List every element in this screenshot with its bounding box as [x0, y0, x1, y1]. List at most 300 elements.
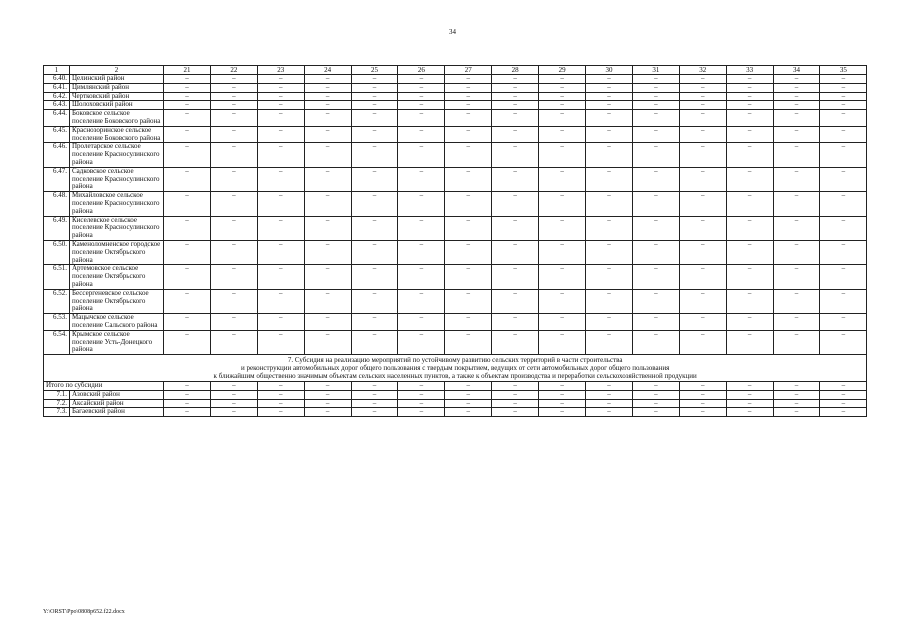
row-number: 6.45.: [44, 126, 70, 143]
value-cell: –: [445, 390, 492, 399]
value-cell: –: [820, 92, 867, 101]
value-cell: –: [632, 216, 679, 240]
column-header: 30: [586, 66, 633, 75]
value-cell: –: [304, 240, 351, 264]
value-cell: –: [164, 110, 211, 127]
value-cell: –: [726, 330, 773, 354]
value-cell: –: [398, 110, 445, 127]
value-cell: –: [398, 399, 445, 408]
value-cell: –: [679, 167, 726, 191]
value-cell: –: [351, 399, 398, 408]
value-cell: –: [398, 101, 445, 110]
value-cell: –: [679, 265, 726, 289]
row-name: Каменоломненское городское поселение Октябрьского района: [70, 240, 164, 264]
value-cell: –: [586, 265, 633, 289]
value-cell: –: [679, 83, 726, 92]
column-header: 24: [304, 66, 351, 75]
value-cell: –: [164, 167, 211, 191]
row-number: 6.46.: [44, 143, 70, 167]
value-cell: –: [632, 399, 679, 408]
value-cell: –: [351, 240, 398, 264]
section-title-line: 7. Субсидия на реализацию мероприятий по устойчивому развитию сельских территорий в части строительства: [287, 356, 623, 365]
column-header: 23: [257, 66, 304, 75]
row-number: 7.1.: [44, 390, 70, 399]
value-cell: –: [820, 408, 867, 417]
value-cell: –: [539, 330, 586, 354]
value-cell: –: [257, 390, 304, 399]
value-cell: –: [445, 382, 492, 391]
value-cell: –: [257, 110, 304, 127]
value-cell: –: [539, 192, 586, 216]
value-cell: –: [539, 110, 586, 127]
section-title: [44, 355, 867, 382]
table-row: [44, 408, 867, 417]
value-cell: –: [773, 408, 820, 417]
value-cell: –: [820, 75, 867, 84]
column-header: 35: [820, 66, 867, 75]
table-row: [44, 330, 867, 354]
row-name: Целинский район: [70, 75, 164, 84]
value-cell: –: [586, 240, 633, 264]
row-name: Чертковский район: [70, 92, 164, 101]
section-title-line: к ближайшим общественно значимым объектам сельских населенных пунктов, а также к объектам производства и переработки сельскохозяйственной продукции: [213, 372, 697, 381]
value-cell: –: [679, 101, 726, 110]
row-number: 6.40.: [44, 75, 70, 84]
value-cell: –: [210, 408, 257, 417]
value-cell: –: [492, 330, 539, 354]
column-header: 1: [44, 66, 70, 75]
value-cell: –: [820, 265, 867, 289]
row-number: 6.52.: [44, 289, 70, 313]
value-cell: –: [632, 240, 679, 264]
value-cell: –: [820, 330, 867, 354]
column-header: 26: [398, 66, 445, 75]
value-cell: –: [632, 382, 679, 391]
value-cell: –: [492, 126, 539, 143]
table-row: [44, 126, 867, 143]
column-header: 21: [164, 66, 211, 75]
value-cell: –: [632, 192, 679, 216]
value-cell: –: [820, 143, 867, 167]
value-cell: –: [445, 289, 492, 313]
value-cell: –: [210, 83, 257, 92]
value-cell: –: [586, 92, 633, 101]
value-cell: –: [773, 314, 820, 331]
row-name: Цимлянский район: [70, 83, 164, 92]
value-cell: –: [164, 399, 211, 408]
value-cell: –: [445, 167, 492, 191]
value-cell: –: [164, 408, 211, 417]
value-cell: –: [679, 399, 726, 408]
value-cell: –: [351, 265, 398, 289]
value-cell: –: [632, 314, 679, 331]
row-name: Азовский район: [70, 390, 164, 399]
value-cell: –: [210, 240, 257, 264]
value-cell: –: [773, 330, 820, 354]
value-cell: –: [492, 75, 539, 84]
value-cell: –: [820, 399, 867, 408]
value-cell: –: [445, 110, 492, 127]
value-cell: –: [351, 167, 398, 191]
value-cell: –: [632, 265, 679, 289]
value-cell: –: [539, 216, 586, 240]
value-cell: –: [632, 330, 679, 354]
value-cell: –: [210, 265, 257, 289]
value-cell: –: [164, 289, 211, 313]
value-cell: –: [398, 167, 445, 191]
value-cell: –: [679, 240, 726, 264]
value-cell: –: [445, 399, 492, 408]
value-cell: –: [586, 167, 633, 191]
value-cell: –: [586, 390, 633, 399]
value-cell: –: [539, 240, 586, 264]
value-cell: –: [679, 110, 726, 127]
value-cell: –: [398, 240, 445, 264]
value-cell: –: [726, 408, 773, 417]
value-cell: –: [820, 192, 867, 216]
value-cell: –: [773, 83, 820, 92]
value-cell: –: [398, 390, 445, 399]
value-cell: –: [726, 110, 773, 127]
value-cell: –: [351, 143, 398, 167]
value-cell: –: [210, 314, 257, 331]
section-title-line: и реконструкции автомобильных дорог общего пользования с твердым покрытием, ведущих от сети автомобильных дорог общего пользования: [241, 364, 670, 373]
value-cell: –: [632, 408, 679, 417]
value-cell: –: [304, 192, 351, 216]
table-row: [44, 92, 867, 101]
value-cell: –: [679, 314, 726, 331]
value-cell: –: [304, 399, 351, 408]
budget-table: [43, 65, 867, 417]
value-cell: –: [398, 408, 445, 417]
value-cell: –: [820, 167, 867, 191]
value-cell: –: [398, 192, 445, 216]
table-row: [44, 101, 867, 110]
value-cell: –: [539, 92, 586, 101]
value-cell: –: [679, 126, 726, 143]
value-cell: –: [257, 265, 304, 289]
column-header: 27: [445, 66, 492, 75]
value-cell: –: [351, 289, 398, 313]
value-cell: –: [398, 75, 445, 84]
row-name: Михайловское сельское поселение Красносулинского района: [70, 192, 164, 216]
value-cell: –: [257, 101, 304, 110]
value-cell: –: [257, 192, 304, 216]
value-cell: –: [304, 289, 351, 313]
value-cell: –: [445, 126, 492, 143]
value-cell: –: [210, 390, 257, 399]
value-cell: –: [445, 330, 492, 354]
value-cell: –: [445, 92, 492, 101]
column-header: 22: [210, 66, 257, 75]
value-cell: –: [820, 110, 867, 127]
value-cell: –: [773, 216, 820, 240]
value-cell: –: [445, 216, 492, 240]
value-cell: –: [398, 83, 445, 92]
value-cell: –: [820, 382, 867, 391]
value-cell: –: [351, 192, 398, 216]
row-number: 6.43.: [44, 101, 70, 110]
column-header: 25: [351, 66, 398, 75]
value-cell: –: [632, 167, 679, 191]
value-cell: –: [351, 390, 398, 399]
value-cell: –: [492, 408, 539, 417]
value-cell: –: [492, 143, 539, 167]
table-row: [44, 390, 867, 399]
row-name: Артемовское сельское поселение Октябрьского района: [70, 265, 164, 289]
value-cell: –: [210, 101, 257, 110]
value-cell: –: [632, 289, 679, 313]
value-cell: –: [304, 408, 351, 417]
value-cell: –: [539, 399, 586, 408]
row-name: Крымское сельское поселение Усть-Донецкого района: [70, 330, 164, 354]
value-cell: –: [773, 192, 820, 216]
column-header: 31: [632, 66, 679, 75]
value-cell: –: [398, 92, 445, 101]
table-row: [44, 192, 867, 216]
value-cell: –: [773, 399, 820, 408]
value-cell: –: [492, 83, 539, 92]
value-cell: –: [398, 265, 445, 289]
row-name: Аксайский район: [70, 399, 164, 408]
row-name: Бессергеневское сельское поселение Октябрьского района: [70, 289, 164, 313]
value-cell: –: [820, 216, 867, 240]
value-cell: –: [586, 330, 633, 354]
value-cell: –: [539, 167, 586, 191]
value-cell: –: [164, 143, 211, 167]
value-cell: –: [492, 240, 539, 264]
value-cell: –: [632, 92, 679, 101]
value-cell: –: [210, 75, 257, 84]
value-cell: –: [586, 399, 633, 408]
value-cell: –: [351, 75, 398, 84]
value-cell: –: [679, 382, 726, 391]
value-cell: –: [773, 382, 820, 391]
value-cell: –: [539, 289, 586, 313]
value-cell: –: [492, 192, 539, 216]
row-number: 6.47.: [44, 167, 70, 191]
value-cell: –: [257, 330, 304, 354]
value-cell: –: [726, 216, 773, 240]
value-cell: –: [726, 192, 773, 216]
total-row: [44, 382, 867, 391]
value-cell: –: [726, 92, 773, 101]
value-cell: –: [351, 101, 398, 110]
value-cell: –: [773, 75, 820, 84]
value-cell: –: [445, 143, 492, 167]
value-cell: –: [351, 110, 398, 127]
value-cell: –: [773, 126, 820, 143]
value-cell: –: [257, 314, 304, 331]
value-cell: –: [726, 382, 773, 391]
value-cell: –: [304, 75, 351, 84]
value-cell: –: [773, 101, 820, 110]
value-cell: –: [351, 408, 398, 417]
value-cell: –: [398, 289, 445, 313]
value-cell: –: [632, 101, 679, 110]
value-cell: –: [164, 83, 211, 92]
value-cell: –: [679, 390, 726, 399]
row-number: 6.49.: [44, 216, 70, 240]
value-cell: –: [492, 382, 539, 391]
value-cell: –: [679, 216, 726, 240]
value-cell: –: [304, 390, 351, 399]
table-row: [44, 289, 867, 313]
value-cell: –: [773, 265, 820, 289]
column-header: 33: [726, 66, 773, 75]
row-number: 6.50.: [44, 240, 70, 264]
value-cell: –: [257, 126, 304, 143]
value-cell: –: [164, 75, 211, 84]
row-number: 6.44.: [44, 110, 70, 127]
value-cell: –: [632, 83, 679, 92]
header-row: [44, 66, 867, 75]
row-number: 6.48.: [44, 192, 70, 216]
value-cell: –: [351, 382, 398, 391]
value-cell: –: [351, 92, 398, 101]
total-label: Итого по субсидии: [44, 382, 164, 391]
value-cell: –: [210, 167, 257, 191]
column-header: 2: [70, 66, 164, 75]
row-number: 6.41.: [44, 83, 70, 92]
value-cell: –: [164, 216, 211, 240]
value-cell: –: [679, 143, 726, 167]
value-cell: –: [586, 83, 633, 92]
value-cell: –: [726, 167, 773, 191]
value-cell: –: [726, 399, 773, 408]
value-cell: –: [164, 92, 211, 101]
value-cell: –: [539, 75, 586, 84]
value-cell: –: [210, 330, 257, 354]
value-cell: –: [257, 167, 304, 191]
value-cell: –: [632, 143, 679, 167]
value-cell: –: [679, 192, 726, 216]
value-cell: –: [586, 216, 633, 240]
value-cell: –: [586, 382, 633, 391]
value-cell: –: [679, 92, 726, 101]
column-header: 29: [539, 66, 586, 75]
value-cell: –: [586, 408, 633, 417]
value-cell: –: [257, 382, 304, 391]
value-cell: –: [539, 83, 586, 92]
value-cell: –: [726, 240, 773, 264]
value-cell: –: [210, 192, 257, 216]
value-cell: –: [164, 314, 211, 331]
value-cell: –: [773, 289, 820, 313]
table-row: [44, 216, 867, 240]
value-cell: –: [304, 167, 351, 191]
table-row: [44, 83, 867, 92]
value-cell: –: [304, 143, 351, 167]
row-number: 7.2.: [44, 399, 70, 408]
table-row: [44, 110, 867, 127]
value-cell: –: [820, 240, 867, 264]
value-cell: –: [164, 330, 211, 354]
value-cell: –: [820, 126, 867, 143]
value-cell: –: [304, 110, 351, 127]
value-cell: –: [304, 382, 351, 391]
value-cell: –: [210, 382, 257, 391]
value-cell: –: [304, 101, 351, 110]
value-cell: –: [726, 390, 773, 399]
value-cell: –: [398, 143, 445, 167]
value-cell: –: [351, 314, 398, 331]
value-cell: –: [398, 216, 445, 240]
value-cell: –: [773, 390, 820, 399]
value-cell: –: [726, 143, 773, 167]
value-cell: –: [679, 408, 726, 417]
section-header-row: [44, 355, 867, 382]
value-cell: –: [726, 265, 773, 289]
value-cell: –: [492, 265, 539, 289]
value-cell: –: [679, 330, 726, 354]
value-cell: –: [210, 143, 257, 167]
row-number: 6.42.: [44, 92, 70, 101]
column-header: 34: [773, 66, 820, 75]
value-cell: –: [679, 75, 726, 84]
value-cell: –: [351, 83, 398, 92]
table-row: [44, 314, 867, 331]
value-cell: –: [539, 314, 586, 331]
row-name: Мацычское сельское поселение Сальского района: [70, 314, 164, 331]
value-cell: –: [586, 101, 633, 110]
value-cell: –: [398, 382, 445, 391]
value-cell: –: [351, 216, 398, 240]
table-row: [44, 240, 867, 264]
value-cell: –: [445, 240, 492, 264]
row-name: Боковское сельское поселение Боковского района: [70, 110, 164, 127]
value-cell: –: [492, 110, 539, 127]
value-cell: –: [586, 75, 633, 84]
value-cell: –: [726, 289, 773, 313]
value-cell: –: [351, 330, 398, 354]
value-cell: –: [304, 265, 351, 289]
value-cell: –: [257, 216, 304, 240]
value-cell: –: [257, 143, 304, 167]
value-cell: –: [539, 408, 586, 417]
value-cell: –: [164, 101, 211, 110]
value-cell: –: [398, 330, 445, 354]
table-row: [44, 399, 867, 408]
value-cell: –: [210, 399, 257, 408]
value-cell: –: [586, 110, 633, 127]
column-header: 32: [679, 66, 726, 75]
value-cell: –: [445, 83, 492, 92]
value-cell: –: [164, 192, 211, 216]
value-cell: –: [257, 408, 304, 417]
value-cell: –: [726, 101, 773, 110]
value-cell: –: [773, 110, 820, 127]
value-cell: –: [820, 101, 867, 110]
value-cell: –: [773, 167, 820, 191]
value-cell: –: [539, 382, 586, 391]
row-number: 6.53.: [44, 314, 70, 331]
value-cell: –: [445, 101, 492, 110]
value-cell: –: [726, 314, 773, 331]
row-name: Шолоховский район: [70, 101, 164, 110]
row-number: 6.54.: [44, 330, 70, 354]
column-header: 28: [492, 66, 539, 75]
value-cell: –: [164, 390, 211, 399]
row-number: 7.3.: [44, 408, 70, 417]
value-cell: –: [726, 83, 773, 92]
row-name: Садковское сельское поселение Красносулинского района: [70, 167, 164, 191]
value-cell: –: [164, 126, 211, 143]
value-cell: –: [257, 399, 304, 408]
value-cell: –: [773, 92, 820, 101]
value-cell: –: [586, 289, 633, 313]
value-cell: –: [539, 101, 586, 110]
